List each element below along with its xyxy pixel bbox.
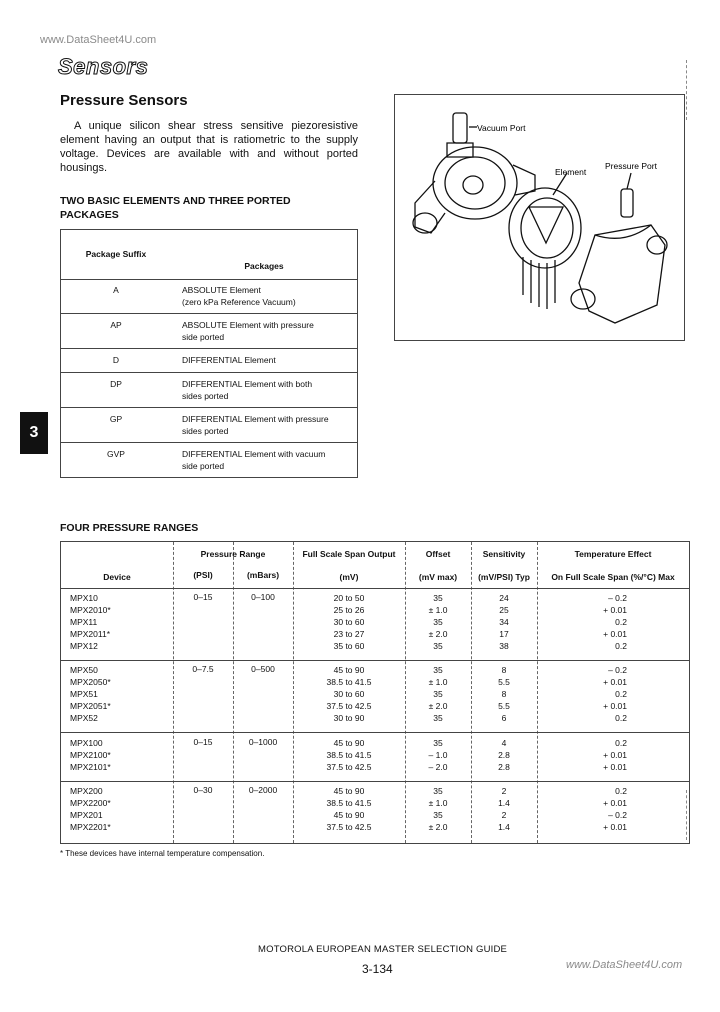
header-fsso: Full Scale Span Output (302, 549, 396, 559)
label-element: Element (555, 167, 587, 177)
sensitivity-values: 4 2.8 2.8 (498, 738, 510, 772)
package-row (61, 373, 357, 408)
psi-range: 0–30 (193, 785, 213, 795)
package-description: DIFFERENTIAL Element with both sides ported (182, 379, 313, 401)
fsso-values: 45 to 90 38.5 to 41.5 30 to 60 37.5 to 42.5 30 to 90 (326, 665, 372, 723)
package-description: DIFFERENTIAL Element (182, 355, 276, 365)
offset-values: 35 ± 1.0 35 ± 2.0 35 (428, 593, 448, 651)
sensor-drawing (395, 95, 684, 340)
mbars-range: 0–1000 (248, 737, 278, 747)
row-divider (61, 732, 689, 733)
offset-values: 35 – 1.0 – 2.0 (428, 738, 448, 772)
header-temp-effect: Temperature Effect (574, 549, 652, 559)
device-list: MPX200 MPX2200* MPX201 MPX2201* (70, 786, 111, 832)
fsso-values: 45 to 90 38.5 to 41.5 37.5 to 42.5 (326, 738, 372, 772)
package-suffix: GP (109, 414, 123, 424)
temp-values: – 0.2 + 0.01 0.2 + 0.01 0.2 (603, 665, 627, 723)
header-mbars: (mBars) (246, 570, 280, 580)
package-suffix: DP (110, 379, 122, 389)
package-row (61, 443, 357, 477)
package-table (60, 229, 358, 478)
header-mv-max: (mV max) (418, 572, 458, 582)
package-row (61, 408, 357, 443)
temp-values: 0.2 + 0.01 + 0.01 (603, 738, 627, 772)
package-description: DIFFERENTIAL Element with pressure sides ported (182, 414, 329, 436)
package-row (61, 314, 357, 349)
header-mv: (mV) (339, 572, 359, 582)
sensitivity-values: 24 25 34 17 38 (499, 593, 509, 651)
header-temp-sub: On Full Scale Span (%/°C) Max (551, 572, 675, 582)
package-suffix: AP (110, 320, 122, 330)
header-pressure-range: Pressure Range (200, 549, 266, 559)
chapter-tab: 3 (20, 412, 48, 454)
sensor-illustration (394, 94, 685, 341)
row-divider (61, 660, 689, 661)
psi-range: 0–7.5 (192, 664, 214, 674)
label-pressure-port: Pressure Port (605, 161, 657, 171)
psi-range: 0–15 (193, 737, 213, 747)
header-offset: Offset (425, 549, 451, 559)
package-description: ABSOLUTE Element with pressure side ported (182, 320, 314, 342)
packages-heading: TWO BASIC ELEMENTS AND THREE PORTED PACKAGES (60, 195, 291, 221)
package-suffix: GVP (107, 449, 125, 459)
temp-values: – 0.2 + 0.01 0.2 + 0.01 0.2 (603, 593, 627, 651)
package-description: DIFFERENTIAL Element with vacuum side ported (182, 449, 326, 471)
scan-edge-mark (686, 790, 687, 840)
psi-range: 0–15 (193, 592, 213, 602)
package-description: ABSOLUTE Element (zero kPa Reference Vacuum) (182, 285, 296, 307)
pressure-range-table (60, 541, 690, 844)
row-divider (61, 781, 689, 782)
mbars-range: 0–2000 (248, 785, 278, 795)
sensitivity-values: 2 1.4 2 1.4 (498, 786, 510, 832)
header-device: Device (103, 572, 131, 582)
vacuum-port-nozzle (453, 113, 467, 143)
package-table-header (61, 230, 357, 280)
footer-guide-title: MOTOROLA EUROPEAN MASTER SELECTION GUIDE (258, 944, 508, 955)
package-row (61, 349, 357, 373)
pressure-port-nozzle (621, 189, 633, 217)
scan-edge-mark (686, 60, 687, 120)
device-list: MPX100 MPX2100* MPX2101* (70, 738, 111, 772)
device-list: MPX10 MPX2010* MPX11 MPX2011* MPX12 (70, 593, 111, 651)
offset-values: 35 ± 1.0 35 ± 2.0 35 (428, 665, 448, 723)
mbars-range: 0–500 (251, 664, 275, 674)
watermark-bottom: www.DataSheet4U.com (566, 959, 683, 971)
watermark-top: www.DataSheet4U.com (40, 34, 157, 46)
sensitivity-values: 8 5.5 8 5.5 6 (498, 665, 510, 723)
footnote: * These devices have internal temperature compensation. (60, 849, 265, 858)
ranges-heading: FOUR PRESSURE RANGES (60, 522, 199, 534)
label-vacuum-port: Vacuum Port (477, 123, 526, 133)
mbars-range: 0–100 (251, 592, 275, 602)
header-sensitivity: Sensitivity (482, 549, 526, 559)
header-packages: Packages (244, 261, 284, 271)
device-list: MPX50 MPX2050* MPX51 MPX2051* MPX52 (70, 665, 111, 723)
temp-values: 0.2 + 0.01 – 0.2 + 0.01 (603, 786, 627, 832)
page-number: 3-134 (362, 962, 393, 976)
package-suffix: A (113, 285, 119, 295)
header-psi: (PSI) (193, 570, 213, 580)
section-title: Sensors (58, 54, 149, 79)
fsso-values: 20 to 50 25 to 26 30 to 60 23 to 27 35 to 60 (333, 593, 365, 651)
package-suffix: D (112, 355, 120, 365)
offset-values: 35 ± 1.0 35 ± 2.0 (428, 786, 448, 832)
header-mv-psi: (mV/PSI) Typ (478, 572, 530, 582)
header-package-suffix: Package Suffix (85, 249, 147, 259)
row-divider (61, 588, 689, 589)
page-heading: Pressure Sensors (60, 92, 188, 109)
fsso-values: 45 to 90 38.5 to 41.5 45 to 90 37.5 to 42.5 (326, 786, 372, 832)
package-row (61, 279, 357, 314)
intro-paragraph: A unique silicon shear stress sensitive piezoresistive element having an output that is ratiometric to the supply voltage. Devices are available with and without ported housings. (60, 120, 358, 174)
